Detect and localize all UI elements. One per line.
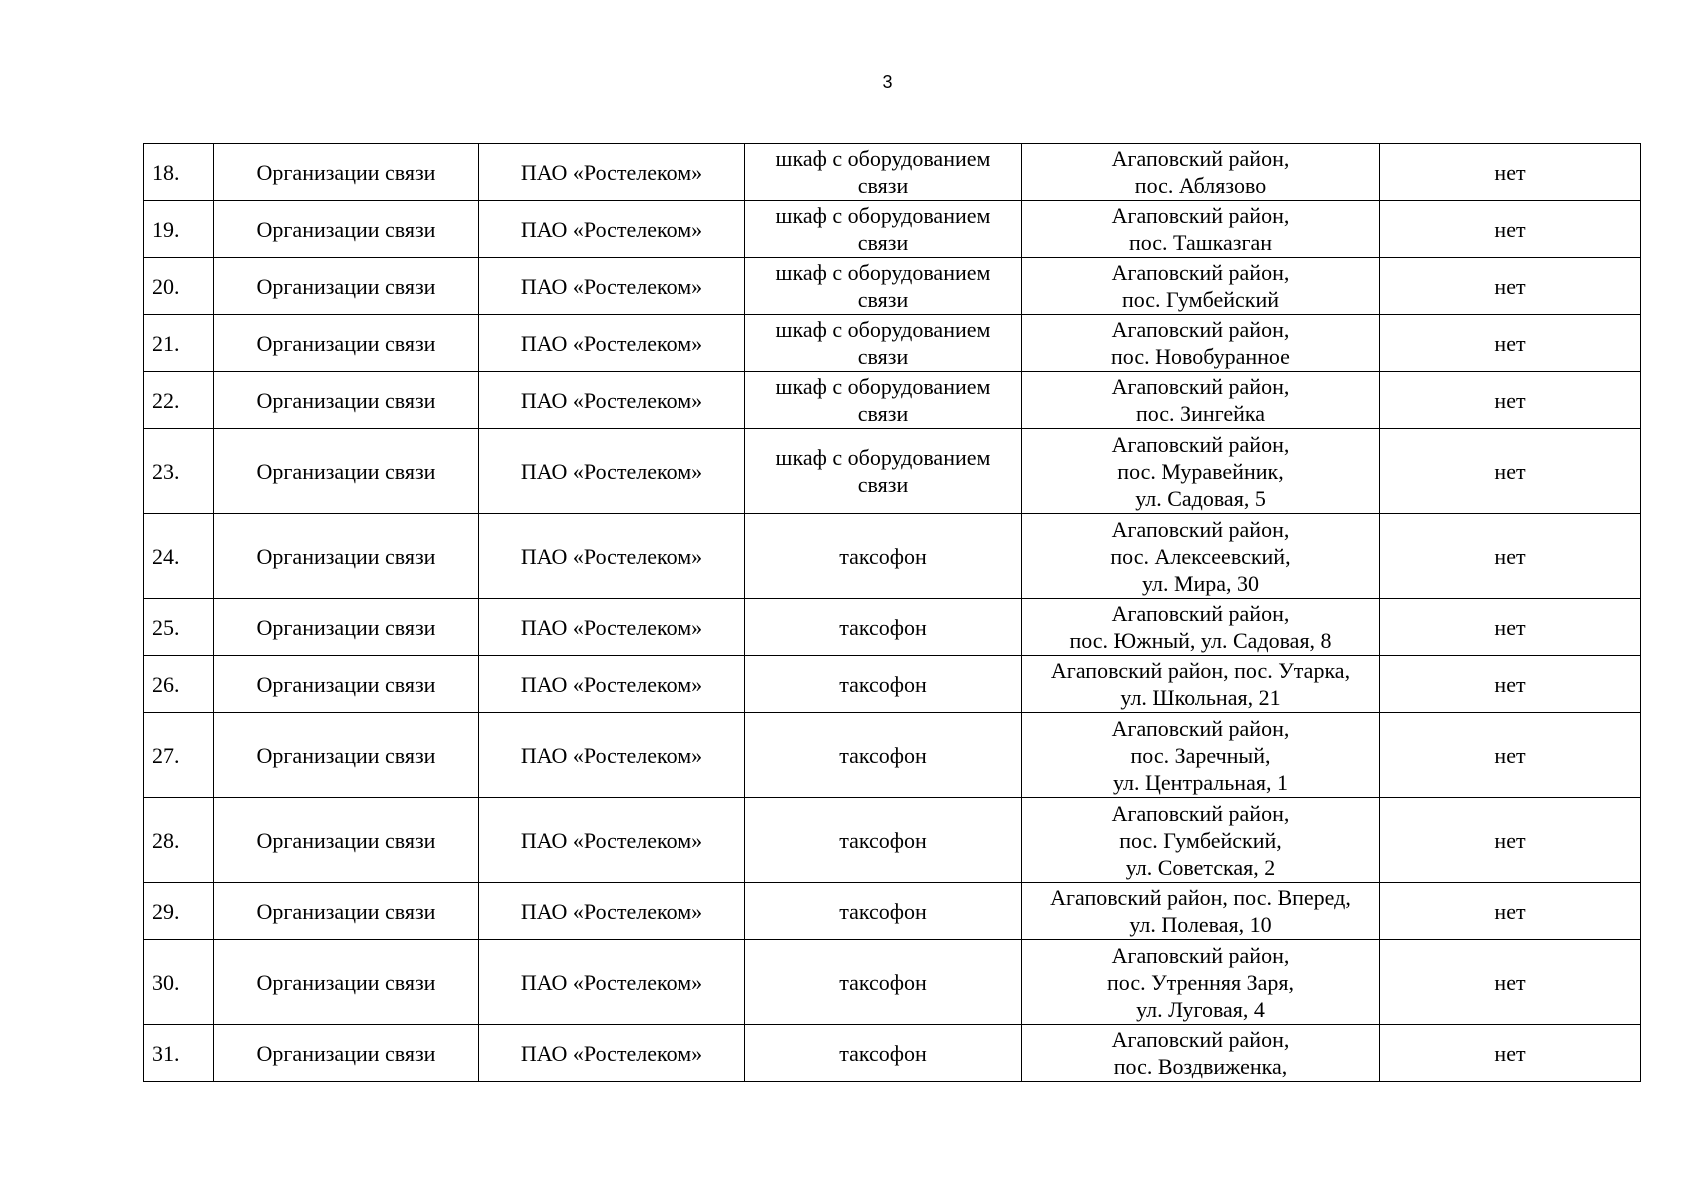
category-cell: Организации связи [214, 144, 479, 201]
address-cell-line: Агаповский район, [1111, 601, 1290, 626]
table-row [144, 201, 1641, 258]
organization-cell: ПАО «Ростелеком» [479, 798, 745, 883]
organization-cell: ПАО «Ростелеком» [479, 1025, 745, 1082]
address-cell [1022, 656, 1380, 713]
object-cell-line: таксофон [839, 827, 927, 853]
object-cell-line: шкаф с оборудованием [775, 146, 991, 171]
address-cell-line: пос. Зингейка [1135, 401, 1266, 426]
row-number-cell: 25. [144, 599, 214, 656]
address-cell-line: пос. Алексеевский, [1110, 543, 1291, 569]
status-cell: нет [1380, 258, 1641, 315]
category-cell: Организации связи [214, 599, 479, 656]
object-cell-line: таксофон [839, 969, 927, 995]
table-row [144, 940, 1641, 1025]
address-cell-line: Агаповский район, [1111, 146, 1290, 171]
address-cell-line: Агаповский район, [1111, 374, 1290, 399]
category-cell: Организации связи [214, 258, 479, 315]
row-number-cell: 31. [144, 1025, 214, 1082]
category-cell: Организации связи [214, 940, 479, 1025]
address-cell [1022, 713, 1380, 798]
object-cell [745, 798, 1022, 883]
object-cell [745, 372, 1022, 429]
status-cell: нет [1380, 429, 1641, 514]
table-body [144, 144, 1641, 1082]
table-row [144, 883, 1641, 940]
address-cell-line: Агаповский район, [1111, 1027, 1290, 1052]
object-cell-line: шкаф с оборудованием [775, 260, 991, 285]
address-cell-line: Агаповский район, пос. Вперед, [1050, 885, 1351, 910]
address-cell-line: Агаповский район, [1111, 516, 1290, 542]
address-cell [1022, 599, 1380, 656]
category-cell: Организации связи [214, 315, 479, 372]
category-cell: Организации связи [214, 883, 479, 940]
address-cell-line: Агаповский район, [1111, 942, 1290, 968]
table-row [144, 514, 1641, 599]
table-row [144, 315, 1641, 372]
object-cell [745, 315, 1022, 372]
address-cell-line: ул. Полевая, 10 [1129, 912, 1272, 937]
address-cell [1022, 315, 1380, 372]
object-cell [745, 883, 1022, 940]
address-cell [1022, 372, 1380, 429]
address-cell-line: пос. Новобуранное [1111, 344, 1290, 369]
status-cell: нет [1380, 883, 1641, 940]
address-cell-line: ул. Советская, 2 [1125, 854, 1276, 880]
address-cell [1022, 883, 1380, 940]
organization-cell: ПАО «Ростелеком» [479, 201, 745, 258]
object-cell [745, 258, 1022, 315]
object-cell [745, 599, 1022, 656]
status-cell: нет [1380, 315, 1641, 372]
address-cell [1022, 258, 1380, 315]
object-cell [745, 713, 1022, 798]
category-cell: Организации связи [214, 1025, 479, 1082]
row-number-cell: 28. [144, 798, 214, 883]
row-number-cell: 23. [144, 429, 214, 514]
address-cell-line: пос. Аблязово [1134, 173, 1267, 198]
organization-cell: ПАО «Ростелеком» [479, 372, 745, 429]
address-cell-line: пос. Гумбейский [1121, 287, 1280, 312]
object-cell-line: шкаф с оборудованием [775, 317, 991, 342]
address-cell-line: ул. Центральная, 1 [1113, 769, 1288, 795]
category-cell: Организации связи [214, 201, 479, 258]
object-cell [745, 201, 1022, 258]
status-cell: нет [1380, 599, 1641, 656]
status-cell: нет [1380, 1025, 1641, 1082]
table-row [144, 713, 1641, 798]
address-cell-line: Агаповский район, [1111, 317, 1290, 342]
object-cell [745, 144, 1022, 201]
organization-cell: ПАО «Ростелеком» [479, 940, 745, 1025]
organization-cell: ПАО «Ростелеком» [479, 656, 745, 713]
address-cell-line: Агаповский район, [1111, 203, 1290, 228]
object-cell-line: связи [857, 401, 909, 426]
status-cell: нет [1380, 656, 1641, 713]
object-cell [745, 514, 1022, 599]
status-cell: нет [1380, 514, 1641, 599]
organization-cell: ПАО «Ростелеком» [479, 713, 745, 798]
organization-cell: ПАО «Ростелеком» [479, 429, 745, 514]
address-cell-line: пос. Воздвиженка, [1113, 1054, 1288, 1079]
row-number-cell: 30. [144, 940, 214, 1025]
organization-cell: ПАО «Ростелеком» [479, 315, 745, 372]
row-number-cell: 18. [144, 144, 214, 201]
category-cell: Организации связи [214, 429, 479, 514]
organization-cell: ПАО «Ростелеком» [479, 883, 745, 940]
object-cell-line: шкаф с оборудованием [775, 374, 991, 399]
category-cell: Организации связи [214, 514, 479, 599]
object-cell [745, 429, 1022, 514]
address-cell-line: пос. Ташказган [1128, 230, 1273, 255]
table-row [144, 656, 1641, 713]
status-cell: нет [1380, 713, 1641, 798]
organization-cell: ПАО «Ростелеком» [479, 599, 745, 656]
organization-cell: ПАО «Ростелеком» [479, 514, 745, 599]
object-cell-line: связи [857, 230, 909, 255]
address-cell-line: Агаповский район, [1111, 715, 1290, 741]
object-cell-line: связи [857, 287, 909, 312]
status-cell: нет [1380, 144, 1641, 201]
object-cell [745, 1025, 1022, 1082]
status-cell: нет [1380, 798, 1641, 883]
status-cell: нет [1380, 940, 1641, 1025]
organization-cell: ПАО «Ростелеком» [479, 258, 745, 315]
table-row [144, 798, 1641, 883]
table-row [144, 144, 1641, 201]
address-cell-line: пос. Утренняя Заря, [1107, 969, 1294, 995]
address-cell [1022, 798, 1380, 883]
object-cell [745, 940, 1022, 1025]
category-cell: Организации связи [214, 372, 479, 429]
status-cell: нет [1380, 201, 1641, 258]
object-cell-line: шкаф с оборудованием [775, 445, 991, 470]
table-row [144, 429, 1641, 514]
address-cell-line: ул. Садовая, 5 [1135, 485, 1266, 511]
address-cell-line: Агаповский район, [1111, 431, 1290, 457]
address-cell-line: пос. Гумбейский, [1119, 827, 1282, 853]
address-cell-line: ул. Луговая, 4 [1136, 996, 1265, 1022]
page-number: 3 [882, 72, 893, 92]
object-cell-line: таксофон [839, 898, 927, 924]
category-cell: Организации связи [214, 713, 479, 798]
object-cell-line: таксофон [839, 543, 927, 569]
address-cell-line: пос. Южный, ул. Садовая, 8 [1069, 628, 1332, 653]
object-cell-line: связи [857, 173, 909, 198]
address-cell [1022, 429, 1380, 514]
object-cell-line: таксофон [839, 742, 927, 768]
address-cell-line: ул. Школьная, 21 [1120, 685, 1281, 710]
address-cell-line: пос. Заречный, [1130, 742, 1271, 768]
table-row [144, 372, 1641, 429]
address-cell [1022, 201, 1380, 258]
address-cell [1022, 1025, 1380, 1082]
address-cell-line: ул. Мира, 30 [1141, 570, 1260, 596]
object-cell [745, 656, 1022, 713]
row-number-cell: 26. [144, 656, 214, 713]
address-cell [1022, 514, 1380, 599]
category-cell: Организации связи [214, 798, 479, 883]
address-cell-line: пос. Муравейник, [1117, 458, 1284, 484]
address-cell-line: Агаповский район, пос. Утарка, [1050, 658, 1351, 683]
object-cell-line: связи [857, 344, 909, 369]
address-cell-line: Агаповский район, [1111, 260, 1290, 285]
table-row [144, 258, 1641, 315]
status-cell: нет [1380, 372, 1641, 429]
row-number-cell: 29. [144, 883, 214, 940]
address-cell-line: Агаповский район, [1111, 800, 1290, 826]
object-cell-line: шкаф с оборудованием [775, 203, 991, 228]
row-number-cell: 22. [144, 372, 214, 429]
row-number-cell: 20. [144, 258, 214, 315]
object-cell-line: связи [857, 472, 909, 497]
row-number-cell: 24. [144, 514, 214, 599]
row-number-cell: 21. [144, 315, 214, 372]
object-cell-line: таксофон [839, 671, 927, 697]
table-row [144, 599, 1641, 656]
organization-cell: ПАО «Ростелеком» [479, 144, 745, 201]
objects-table [143, 143, 1641, 1082]
address-cell [1022, 940, 1380, 1025]
table-row [144, 1025, 1641, 1082]
row-number-cell: 19. [144, 201, 214, 258]
category-cell: Организации связи [214, 656, 479, 713]
object-cell-line: таксофон [839, 614, 927, 640]
object-cell-line: таксофон [839, 1040, 927, 1066]
address-cell [1022, 144, 1380, 201]
row-number-cell: 27. [144, 713, 214, 798]
